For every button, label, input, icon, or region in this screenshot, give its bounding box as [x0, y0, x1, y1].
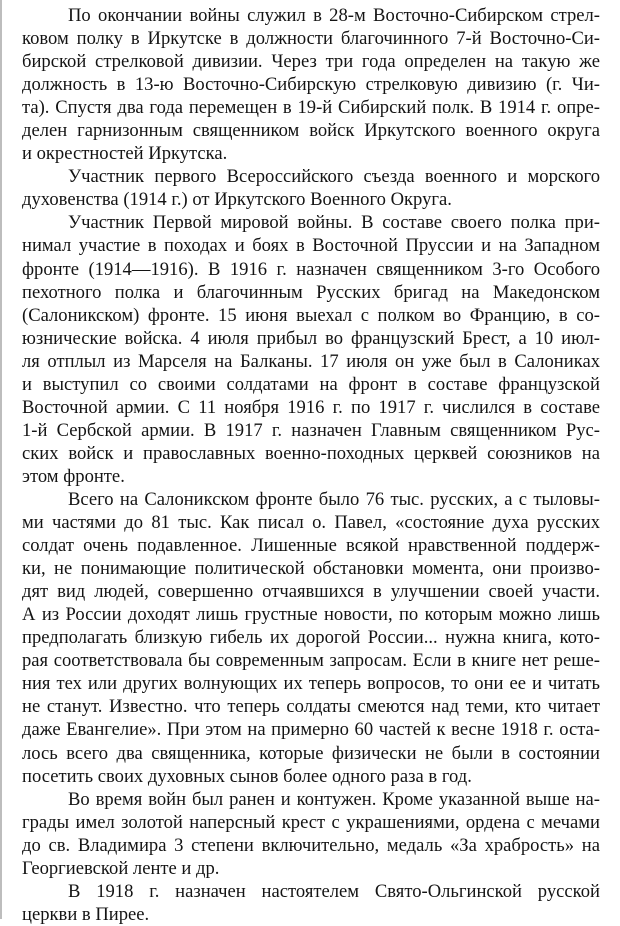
text-line: этом фронте.	[22, 465, 125, 487]
text-line: делен гарнизонным священником войск Иркутского военного округа	[22, 120, 600, 142]
text-line: не станут. Известно. что теперь солдаты смеются над теми, кто читает	[22, 696, 600, 718]
text-line: даже Евангелие». При этом на примерно 60 частей к весне 1918 г. оста-	[22, 719, 600, 741]
document-text	[22, 4, 600, 926]
paragraph	[22, 4, 600, 165]
text-line: рая соответствовала бы современным запросам. Если в книге нет реше-	[22, 650, 600, 672]
text-line: лось всего два священника, которые физически не были в состоянии	[22, 742, 600, 764]
text-line: Участник первого Всероссийского съезда военного и морского	[68, 166, 600, 188]
paragraph	[22, 211, 600, 488]
text-line: солдат очень подавленное. Лишенные всякой нравственной поддерж-	[22, 535, 600, 557]
text-line: ки, не понимающие политической обстановки момента, они произво-	[22, 558, 600, 580]
text-line: Восточной армии. С 11 ноября 1916 г. по 1917 г. числился в составе	[22, 396, 600, 418]
text-line: Во время войн был ранен и контужен. Кроме указанной выше на-	[68, 788, 600, 810]
text-line: посетить своих духовных сынов более одного раза в год.	[22, 765, 472, 787]
text-line: должность в 13-ю Восточно-Сибирскую стрелковую дивизию (г. Чи-	[22, 74, 600, 96]
text-line: церкви в Пирее.	[22, 903, 150, 925]
text-line: бирской стрелковой дивизии. Через три года определен на такую же	[22, 51, 600, 73]
text-line: до св. Владимира 3 степени включительно, медаль «За храбрость» на	[22, 834, 600, 856]
text-line: Всего на Салоникском фронте было 76 тыс. русских, а с тыловы-	[68, 488, 600, 510]
text-line: ми частями до 81 тыс. Как писал о. Павел, «состояние духа русских	[22, 512, 600, 534]
text-line: ния тех или других волнующих их теперь вопросов, то они ее и читать	[22, 673, 600, 695]
text-line: та). Спустя два года перемещен в 19-й Сибирский полк. В 1914 г. опре-	[22, 97, 600, 119]
text-line: ских войск и православных военно-походных церквей союзников на	[22, 442, 600, 464]
paragraph	[22, 165, 600, 211]
paragraph	[22, 788, 600, 880]
page-edge	[0, 0, 2, 919]
text-line: дят вид людей, совершенно отчаявшихся в улучшении своей участи.	[22, 581, 600, 603]
text-line: предполагать близкую гибель их дорогой России... нужна книга, кото-	[22, 627, 600, 649]
text-line: Участник Первой мировой войны. В составе своего полка при-	[68, 212, 600, 234]
text-line: По окончании войны служил в 28-м Восточно-Сибирском стрел-	[68, 5, 600, 26]
text-line: А из России доходят лишь грустные новости, по которым можно лишь	[22, 604, 600, 626]
text-line: юзнические войска. 4 июля прибыл во французский Брест, а 10 июл-	[22, 327, 600, 349]
text-line: пехотного полка и благочинным Русских бригад на Македонском	[22, 281, 600, 303]
text-line: духовенства (1914 г.) от Иркутского Военного Округа.	[22, 189, 452, 211]
text-line: Георгиевской ленте и др.	[22, 857, 220, 879]
text-line: ля отплыл из Марселя на Балканы. 17 июля он уже был в Салониках	[22, 350, 600, 372]
text-line: (Салоникском) фронте. 15 июня выехал с полком во Францию, в со-	[22, 304, 600, 326]
text-line: нимал участие в походах и боях в Восточной Пруссии и на Западном	[22, 235, 600, 257]
text-line: В 1918 г. назначен настоятелем Свято-Ольгинской русской	[68, 880, 600, 902]
text-line: грады имел золотой наперсный крест с украшениями, ордена с мечами	[22, 811, 600, 833]
paragraph	[22, 488, 600, 788]
text-line: 1-й Сербской армии. В 1917 г. назначен Главным священником Рус-	[22, 419, 600, 441]
text-line: и выступил со своими солдатами на фронт в составе французской	[22, 373, 600, 395]
text-line: ковом полку в Иркутске в должности благочинного 7-й Восточно-Си-	[22, 28, 600, 50]
text-line: и окрестностей Иркутска.	[22, 143, 228, 165]
text-line: фронте (1914—1916). В 1916 г. назначен священником 3-го Особого	[22, 258, 600, 280]
